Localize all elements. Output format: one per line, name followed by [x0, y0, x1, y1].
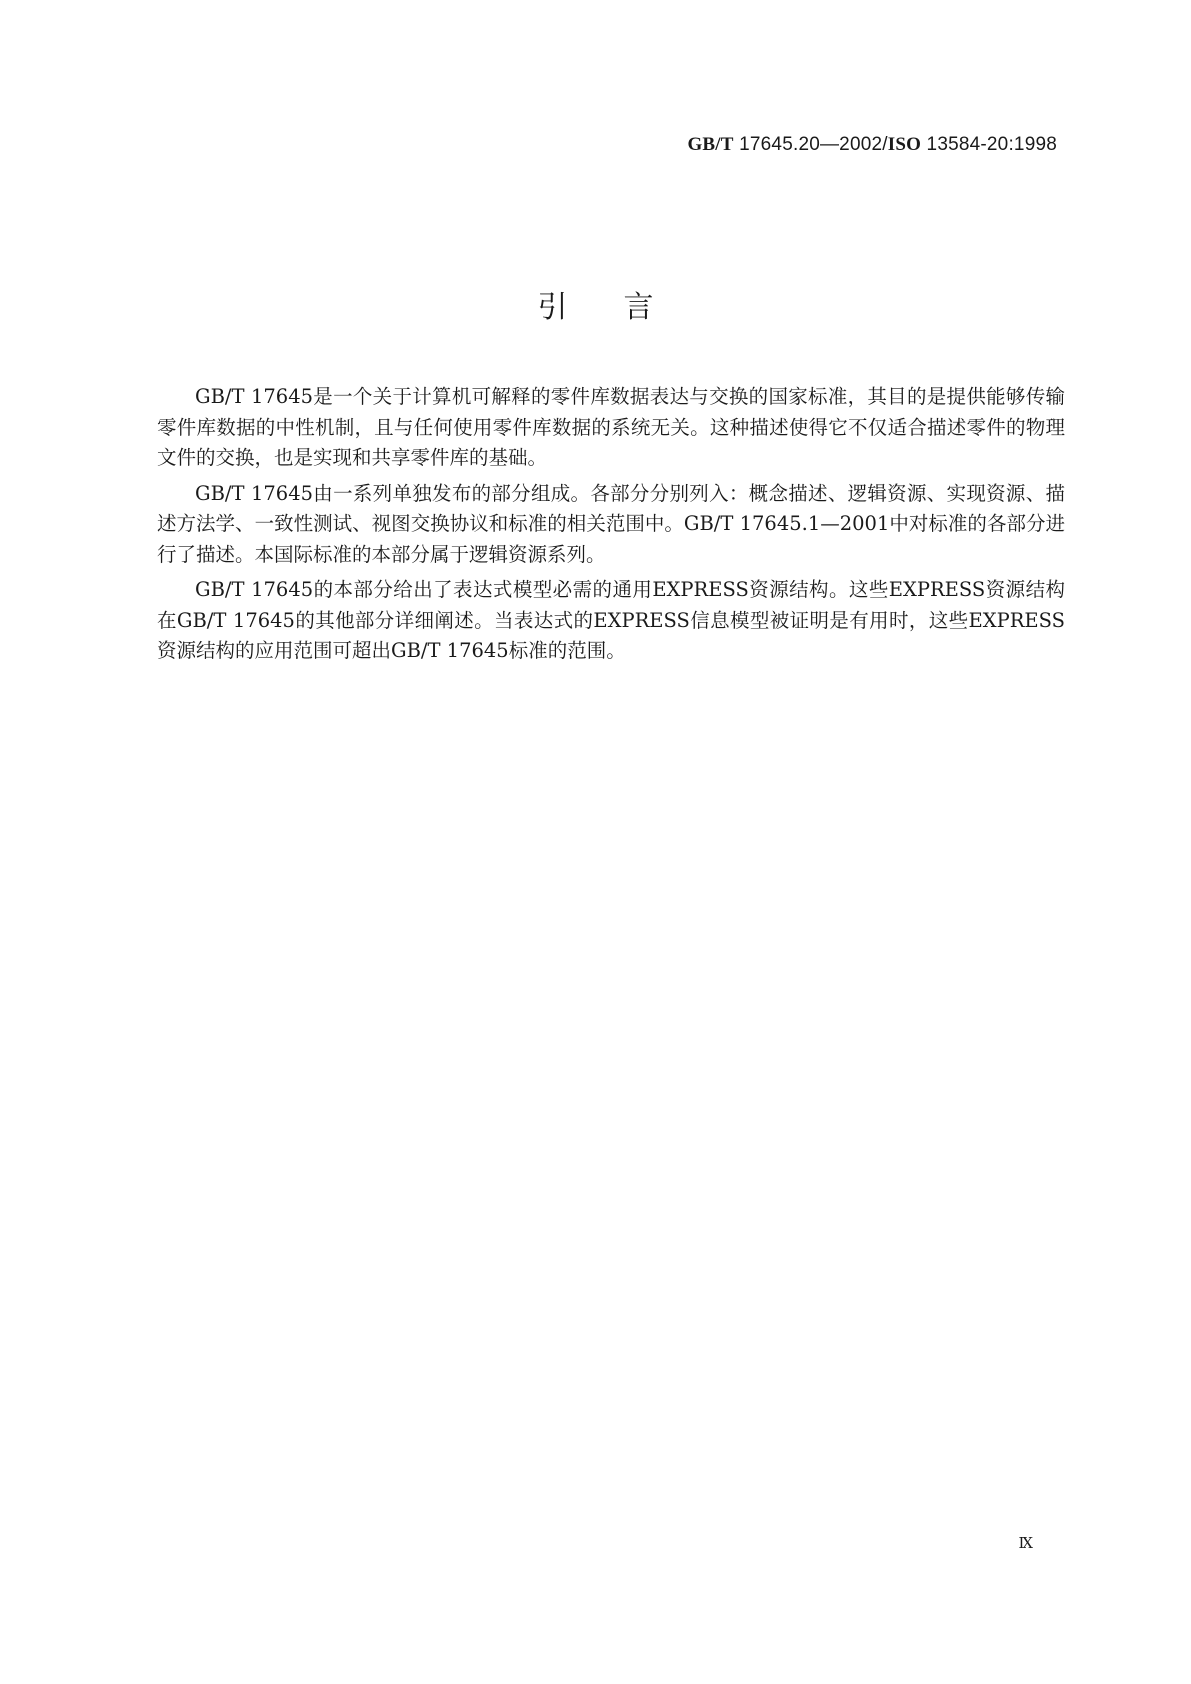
page-title: 引言	[537, 290, 710, 325]
standard-number-header	[687, 134, 1057, 156]
iso-code: 13584-20:1998	[921, 134, 1057, 155]
gb-prefix: GB/T	[687, 134, 734, 155]
page-number: Ⅸ	[1018, 1536, 1033, 1552]
paragraph-3: GB/T 17645的本部分给出了表达式模型必需的通用EXPRESS资源结构。这些EXPRESS资源结构在GB/T 17645的其他部分详细阐述。当表达式的EXPRESS信息模型被证明是有用时，这些EXPRESS资源结构的应用范围可超出GB/T 17645标准的范围。	[157, 578, 1065, 662]
paragraph-1: GB/T 17645是一个关于计算机可解释的零件库数据表达与交换的国家标准，其目的是提供能够传输零件库数据的中性机制，且与任何使用零件库数据的系统无关。这种描述使得它不仅适合描述零件的物理文件的交换，也是实现和共享零件库的基础。	[157, 385, 1065, 469]
paragraph-2: GB/T 17645由一系列单独发布的部分组成。各部分分别列入：概念描述、逻辑资源、实现资源、描述方法学、一致性测试、视图交换协议和标准的相关范围中。GB/T 17645.1—2001中对标准的各部分进行了描述。本国际标准的本部分属于逻辑资源系列。	[157, 481, 1065, 566]
gb-code: 17645.20—2002/	[733, 134, 888, 155]
introduction-body	[157, 382, 1065, 672]
iso-prefix: ISO	[887, 134, 922, 155]
